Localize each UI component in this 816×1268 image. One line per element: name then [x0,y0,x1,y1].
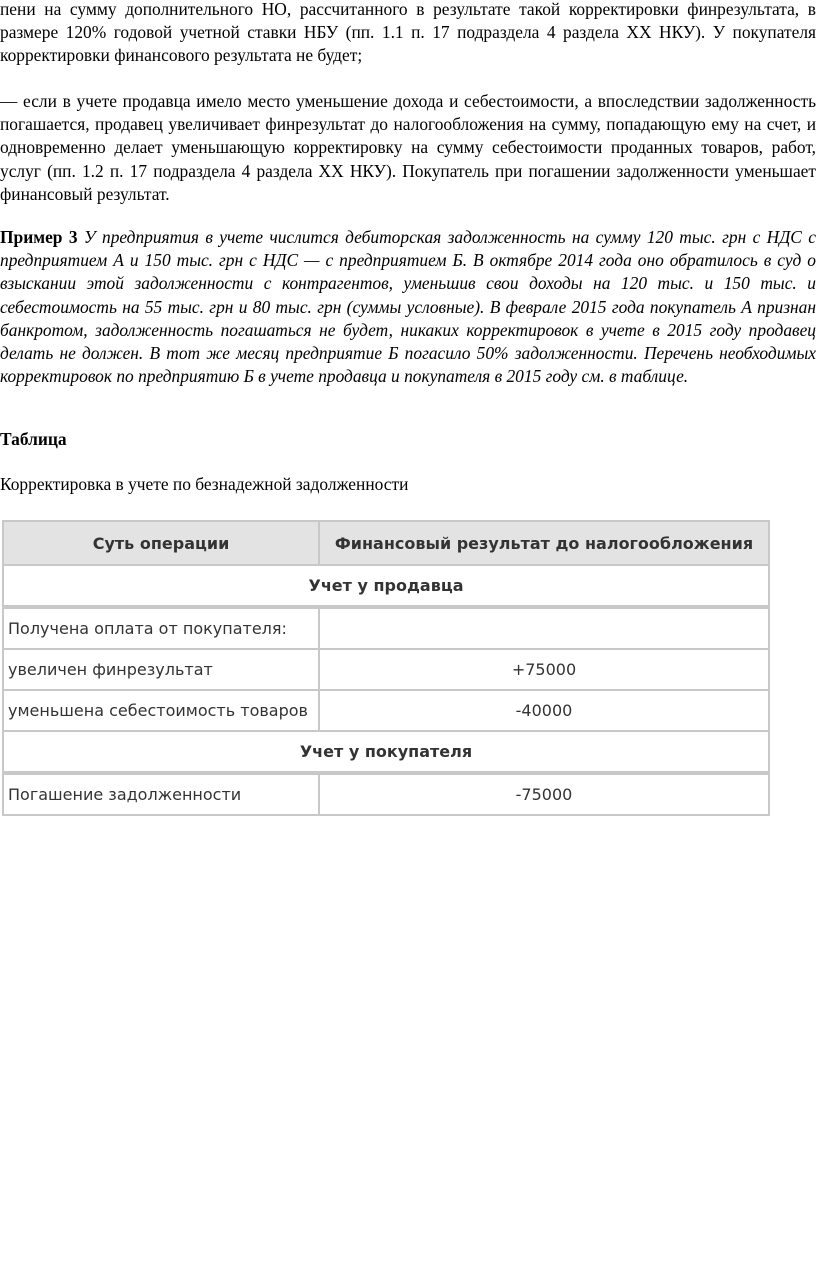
table-header-row [3,521,769,565]
header-financial-result: Финансовый результат до налогообложения [319,521,769,565]
section-buyer: Учет у покупателя [3,731,769,773]
table-row [3,649,769,690]
section-buyer-row [3,731,769,773]
adjustment-table [2,520,770,816]
table-row [3,607,769,649]
row-label: уменьшена себестоимость товаров [3,690,319,731]
table-row [3,773,769,815]
paragraph-seller-adjustment: — если в учете продавца имело место уменьшение дохода и себестоимости, а впоследствии задолженность погашается, продавец увеличивает финрезультат до налогообложения на сумму, попадающую ему на счет, и одновременно делает уменьшающую корректировку на сумму себестоимости проданных товаров, работ, услуг (пп. 1.2 п. 17 подраздела 4 раздела ХХ НКУ). Покупатель при погашении задолженности уменьшает финансовый результат. [0,91,816,204]
row-value: -40000 [319,690,769,731]
row-value: -75000 [319,773,769,815]
paragraph-example-3 [0,226,816,388]
row-label: Погашение задолженности [3,773,319,815]
row-value [319,607,769,649]
row-value: +75000 [319,649,769,690]
section-seller: Учет у продавца [3,565,769,607]
section-seller-row [3,565,769,607]
table-heading: Таблица [0,429,67,449]
paragraph-penalty: пени на сумму дополнительного НО, рассчитанного в результате такой корректировки финрезультата, в размере 120% годовой учетной ставки НБУ (пп. 1.1 п. 17 подраздела 4 раздела ХХ НКУ). У покупателя корректировки финансового результата не будет; [0,0,816,66]
example-text: У предприятия в учете числится дебиторская задолженность на сумму 120 тыс. грн с НДС с предприятием А и 150 тыс. грн с НДС — с предприятием Б. В октябре 2014 года оно обратилось в суд о взыскании этой задолженности с контрагентов, уменьшив свои доходы на 120 тыс. и 150 тыс. и себестоимость на 55 тыс. грн и 80 тыс. грн (суммы условные). В феврале 2015 года покупатель А признан банкротом, задолженность погашаться не будет, никаких корректировок в учете в 2015 году продавец делать не должен. В тот же месяц предприятие Б погасило 50% задолженности. Перечень необходимых корректировок по предприятию Б в учете продавца и покупателя в 2015 году см. в таблице. [0,227,816,387]
table-caption: Корректировка в учете по безнадежной задолженности [0,474,409,494]
row-label: Получена оплата от покупателя: [3,607,319,649]
example-label: Пример 3 [0,227,78,247]
row-label: увеличен финрезультат [3,649,319,690]
table-row [3,690,769,731]
header-operation: Суть операции [3,521,319,565]
